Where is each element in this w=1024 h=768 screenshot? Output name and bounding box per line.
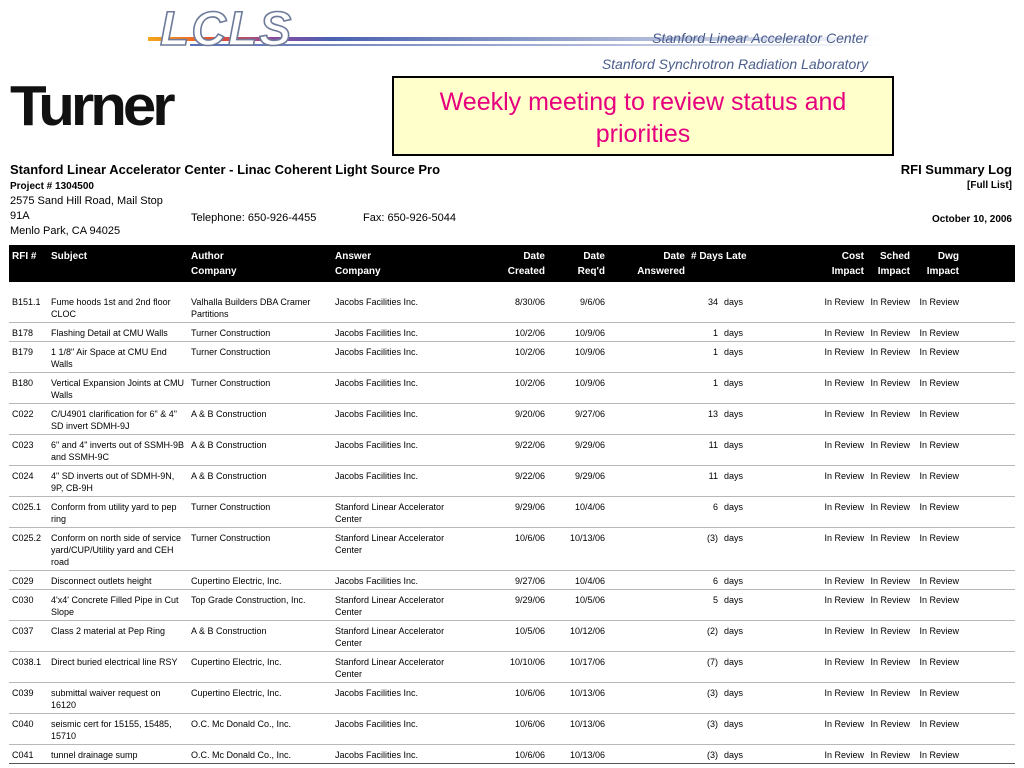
dwg-impact-cell: In Review	[913, 497, 962, 528]
date-reqd-cell: 9/6/06	[548, 282, 608, 323]
subject-cell: Class 2 material at Pep Ring	[48, 621, 188, 652]
rfi-cell: B180	[9, 373, 48, 404]
author-cell: Turner Construction	[188, 342, 332, 373]
days-unit: days	[724, 471, 744, 481]
sched-impact-cell: In Review	[867, 714, 913, 745]
subject-cell: Flashing Detail at CMU Walls	[48, 323, 188, 342]
subject-cell: 6" and 4" inverts out of SSMH-9B and SSMH-9C	[48, 435, 188, 466]
date-answered-cell	[608, 528, 688, 571]
rfi-cell: C023	[9, 435, 48, 466]
subject-cell: Disconnect outlets height	[48, 571, 188, 590]
sched-impact-cell: In Review	[867, 342, 913, 373]
address-line: 91A	[10, 210, 30, 222]
sched-impact-cell: In Review	[867, 435, 913, 466]
header-sched-impact: Sched Impact	[867, 245, 913, 282]
days-late-value: 6	[712, 576, 718, 586]
date-reqd-cell: 9/27/06	[548, 404, 608, 435]
header-subject: Subject	[48, 245, 188, 282]
sched-impact-cell: In Review	[867, 373, 913, 404]
days-unit: days	[724, 378, 744, 388]
answer-cell: Jacobs Facilities Inc.	[332, 373, 472, 404]
address-line: Menlo Park, CA 94025	[10, 225, 121, 237]
table-row	[9, 373, 1015, 404]
lcls-logo: LCLS	[160, 3, 294, 56]
row-spacer	[962, 528, 1015, 571]
days-late-cell	[688, 571, 760, 590]
answer-cell: Stanford Linear Accelerator Center	[332, 652, 472, 683]
row-spacer	[962, 497, 1015, 528]
cost-impact-cell: In Review	[760, 652, 867, 683]
days-late-value: 6	[712, 502, 718, 512]
answer-cell: Stanford Linear Accelerator Center	[332, 590, 472, 621]
date-created-cell: 10/2/06	[472, 342, 548, 373]
days-unit: days	[724, 533, 744, 543]
date-answered-cell	[608, 745, 688, 764]
project-number: Project # 1304500	[10, 181, 94, 192]
address-line: 2575 Sand Hill Road, Mail Stop	[10, 195, 163, 207]
date-reqd-cell: 10/12/06	[548, 621, 608, 652]
date-answered-cell	[608, 652, 688, 683]
date-answered-cell	[608, 466, 688, 497]
date-created-cell: 9/22/06	[472, 435, 548, 466]
days-unit: days	[724, 626, 744, 636]
rfi-cell: C025.1	[9, 497, 48, 528]
date-created-cell: 10/5/06	[472, 621, 548, 652]
date-reqd-cell: 10/4/06	[548, 571, 608, 590]
table-row	[9, 571, 1015, 590]
row-spacer	[962, 652, 1015, 683]
days-late-cell	[688, 497, 760, 528]
answer-cell: Jacobs Facilities Inc.	[332, 282, 472, 323]
date-reqd-cell: 10/13/06	[548, 745, 608, 764]
row-spacer	[962, 373, 1015, 404]
banner	[0, 0, 1024, 75]
days-late-cell	[688, 652, 760, 683]
header-author: Author Company	[188, 245, 332, 282]
author-cell: A & B Construction	[188, 435, 332, 466]
rfi-cell: C040	[9, 714, 48, 745]
answer-cell: Jacobs Facilities Inc.	[332, 683, 472, 714]
table-row	[9, 652, 1015, 683]
sched-impact-cell: In Review	[867, 466, 913, 497]
sched-impact-cell: In Review	[867, 683, 913, 714]
date-reqd-cell: 10/13/06	[548, 714, 608, 745]
cost-impact-cell: In Review	[760, 683, 867, 714]
subject-cell: Direct buried electrical line RSY	[48, 652, 188, 683]
date-created-cell: 10/10/06	[472, 652, 548, 683]
table-row	[9, 342, 1015, 373]
days-unit: days	[724, 719, 744, 729]
row-spacer	[962, 282, 1015, 323]
rfi-cell: C024	[9, 466, 48, 497]
date-created-cell: 9/29/06	[472, 497, 548, 528]
date-created-cell: 10/6/06	[472, 745, 548, 764]
rfi-cell: C022	[9, 404, 48, 435]
header-cost-impact: Cost Impact	[760, 245, 867, 282]
author-cell: Valhalla Builders DBA Cramer Partitions	[188, 282, 332, 323]
answer-cell: Jacobs Facilities Inc.	[332, 404, 472, 435]
row-spacer	[962, 714, 1015, 745]
author-cell: Cupertino Electric, Inc.	[188, 683, 332, 714]
cost-impact-cell: In Review	[760, 745, 867, 764]
days-late-cell	[688, 714, 760, 745]
subject-cell: tunnel drainage sump	[48, 745, 188, 764]
author-cell: Turner Construction	[188, 323, 332, 342]
days-late-value: 11	[708, 440, 718, 450]
date-answered-cell	[608, 621, 688, 652]
header-dwg-impact: Dwg Impact	[913, 245, 962, 282]
days-late-value: 11	[708, 471, 718, 481]
log-title: RFI Summary Log	[900, 162, 1012, 177]
sched-impact-cell: In Review	[867, 571, 913, 590]
dwg-impact-cell: In Review	[913, 466, 962, 497]
fax: Fax: 650-926-5044	[363, 212, 456, 224]
header-answer: Answer Company	[332, 245, 472, 282]
days-late-value: (2)	[707, 626, 718, 636]
cost-impact-cell: In Review	[760, 528, 867, 571]
table-row	[9, 466, 1015, 497]
subject-cell: Conform from utility yard to pep ring	[48, 497, 188, 528]
rfi-cell: C029	[9, 571, 48, 590]
date-reqd-cell: 10/9/06	[548, 373, 608, 404]
cost-impact-cell: In Review	[760, 497, 867, 528]
table-row	[9, 282, 1015, 323]
rfi-cell: C041	[9, 745, 48, 764]
date-reqd-cell: 10/4/06	[548, 497, 608, 528]
answer-cell: Jacobs Facilities Inc.	[332, 323, 472, 342]
days-unit: days	[724, 440, 744, 450]
rfi-cell: C025.2	[9, 528, 48, 571]
callout-box: Weekly meeting to review status and priorities	[392, 76, 894, 156]
table-header-row	[9, 245, 1015, 282]
date-created-cell: 10/6/06	[472, 714, 548, 745]
table-row	[9, 528, 1015, 571]
rfi-cell: C039	[9, 683, 48, 714]
days-unit: days	[724, 347, 744, 357]
dwg-impact-cell: In Review	[913, 373, 962, 404]
answer-cell: Jacobs Facilities Inc.	[332, 466, 472, 497]
header-days-late: # Days Late	[688, 245, 760, 282]
days-late-value: 5	[712, 595, 718, 605]
subject-cell: Vertical Expansion Joints at CMU Walls	[48, 373, 188, 404]
days-late-value: 1	[712, 347, 718, 357]
list-type: [Full List]	[967, 180, 1012, 191]
days-late-value: 13	[707, 409, 718, 419]
row-spacer	[962, 621, 1015, 652]
date-created-cell: 10/6/06	[472, 683, 548, 714]
date-answered-cell	[608, 714, 688, 745]
days-late-cell	[688, 373, 760, 404]
subject-cell: submittal waiver request on 16120	[48, 683, 188, 714]
date-answered-cell	[608, 373, 688, 404]
dwg-impact-cell: In Review	[913, 683, 962, 714]
days-unit: days	[724, 688, 744, 698]
days-late-cell	[688, 404, 760, 435]
rfi-cell: B178	[9, 323, 48, 342]
sched-impact-cell: In Review	[867, 652, 913, 683]
author-cell: O.C. Mc Donald Co., Inc.	[188, 714, 332, 745]
org-line-ssrl: Stanford Synchrotron Radiation Laboratory	[601, 56, 868, 72]
table-row	[9, 714, 1015, 745]
table-row	[9, 497, 1015, 528]
days-unit: days	[724, 328, 744, 338]
date-reqd-cell: 9/29/06	[548, 435, 608, 466]
days-late-cell	[688, 745, 760, 764]
sched-impact-cell: In Review	[867, 282, 913, 323]
days-unit: days	[724, 576, 744, 586]
days-late-cell	[688, 435, 760, 466]
days-unit: days	[724, 657, 744, 667]
dwg-impact-cell: In Review	[913, 404, 962, 435]
days-late-value: (3)	[707, 533, 718, 543]
days-unit: days	[724, 750, 744, 760]
cost-impact-cell: In Review	[760, 590, 867, 621]
header-date-reqd: Date Req'd	[548, 245, 608, 282]
rfi-cell: C030	[9, 590, 48, 621]
cost-impact-cell: In Review	[760, 282, 867, 323]
days-late-value: (3)	[707, 750, 718, 760]
row-spacer	[962, 571, 1015, 590]
date-answered-cell	[608, 683, 688, 714]
answer-cell: Jacobs Facilities Inc.	[332, 435, 472, 466]
answer-cell: Jacobs Facilities Inc.	[332, 714, 472, 745]
subject-cell: 4'x4' Concrete Filled Pipe in Cut Slope	[48, 590, 188, 621]
subject-cell: 1 1/8" Air Space at CMU End Walls	[48, 342, 188, 373]
table-row	[9, 435, 1015, 466]
date-answered-cell	[608, 282, 688, 323]
date-answered-cell	[608, 404, 688, 435]
days-unit: days	[724, 502, 744, 512]
days-late-value: (3)	[707, 719, 718, 729]
days-unit: days	[724, 409, 744, 419]
answer-cell: Jacobs Facilities Inc.	[332, 342, 472, 373]
sched-impact-cell: In Review	[867, 528, 913, 571]
dwg-impact-cell: In Review	[913, 323, 962, 342]
date-answered-cell	[608, 497, 688, 528]
date-created-cell: 9/27/06	[472, 571, 548, 590]
date-created-cell: 10/6/06	[472, 528, 548, 571]
author-cell: Cupertino Electric, Inc.	[188, 571, 332, 590]
dwg-impact-cell: In Review	[913, 435, 962, 466]
subject-cell: C/U4901 clarification for 6" & 4" SD invert SDMH-9J	[48, 404, 188, 435]
answer-cell: Stanford Linear Accelerator Center	[332, 621, 472, 652]
header-spacer	[962, 245, 1015, 282]
date-created-cell: 9/29/06	[472, 590, 548, 621]
date-reqd-cell: 10/9/06	[548, 342, 608, 373]
date-reqd-cell: 10/9/06	[548, 323, 608, 342]
row-spacer	[962, 404, 1015, 435]
rfi-cell: C037	[9, 621, 48, 652]
answer-cell: Jacobs Facilities Inc.	[332, 571, 472, 590]
days-late-value: (7)	[707, 657, 718, 667]
date-answered-cell	[608, 590, 688, 621]
date-created-cell: 8/30/06	[472, 282, 548, 323]
rfi-cell: B151.1	[9, 282, 48, 323]
date-reqd-cell: 10/13/06	[548, 683, 608, 714]
rfi-table-body	[9, 282, 1015, 764]
header-date-answered: Date Answered	[608, 245, 688, 282]
date-answered-cell	[608, 435, 688, 466]
cost-impact-cell: In Review	[760, 714, 867, 745]
days-late-value: 1	[712, 328, 718, 338]
date-reqd-cell: 10/13/06	[548, 528, 608, 571]
date-reqd-cell: 10/17/06	[548, 652, 608, 683]
days-late-cell	[688, 466, 760, 497]
turner-logo: Turner	[10, 73, 172, 138]
table-row	[9, 745, 1015, 764]
author-cell: A & B Construction	[188, 466, 332, 497]
days-late-cell	[688, 590, 760, 621]
row-spacer	[962, 342, 1015, 373]
row-spacer	[962, 435, 1015, 466]
report-title: Stanford Linear Accelerator Center - Linac Coherent Light Source Pro	[10, 162, 441, 177]
cost-impact-cell: In Review	[760, 342, 867, 373]
table-row	[9, 323, 1015, 342]
row-spacer	[962, 323, 1015, 342]
days-late-cell	[688, 323, 760, 342]
dwg-impact-cell: In Review	[913, 571, 962, 590]
cost-impact-cell: In Review	[760, 571, 867, 590]
days-late-cell	[688, 528, 760, 571]
days-unit: days	[724, 297, 744, 307]
cost-impact-cell: In Review	[760, 621, 867, 652]
dwg-impact-cell: In Review	[913, 714, 962, 745]
cost-impact-cell: In Review	[760, 466, 867, 497]
report-date: October 10, 2006	[931, 214, 1012, 225]
days-unit: days	[724, 595, 744, 605]
author-cell: Turner Construction	[188, 497, 332, 528]
days-late-value: (3)	[707, 688, 718, 698]
dwg-impact-cell: In Review	[913, 528, 962, 571]
author-cell: Top Grade Construction, Inc.	[188, 590, 332, 621]
rfi-table	[9, 245, 1015, 764]
subject-cell: 4" SD inverts out of SDMH-9N, 9P, CB-9H	[48, 466, 188, 497]
author-cell: Turner Construction	[188, 373, 332, 404]
header-date-created: Date Created	[472, 245, 548, 282]
dwg-impact-cell: In Review	[913, 590, 962, 621]
cost-impact-cell: In Review	[760, 373, 867, 404]
answer-cell: Stanford Linear Accelerator Center	[332, 497, 472, 528]
author-cell: O.C. Mc Donald Co., Inc.	[188, 745, 332, 764]
days-late-value: 34	[707, 297, 718, 307]
date-answered-cell	[608, 342, 688, 373]
date-created-cell: 9/22/06	[472, 466, 548, 497]
date-answered-cell	[608, 323, 688, 342]
dwg-impact-cell: In Review	[913, 342, 962, 373]
table-row	[9, 590, 1015, 621]
row-spacer	[962, 590, 1015, 621]
date-answered-cell	[608, 571, 688, 590]
dwg-impact-cell: In Review	[913, 282, 962, 323]
days-late-cell	[688, 342, 760, 373]
date-reqd-cell: 10/5/06	[548, 590, 608, 621]
row-spacer	[962, 745, 1015, 764]
sched-impact-cell: In Review	[867, 323, 913, 342]
header-rfi: RFI #	[9, 245, 48, 282]
author-cell: A & B Construction	[188, 621, 332, 652]
cost-impact-cell: In Review	[760, 404, 867, 435]
rfi-cell: C038.1	[9, 652, 48, 683]
address	[10, 194, 163, 239]
table-row	[9, 683, 1015, 714]
table-row	[9, 621, 1015, 652]
dwg-impact-cell: In Review	[913, 652, 962, 683]
days-late-cell	[688, 683, 760, 714]
cost-impact-cell: In Review	[760, 323, 867, 342]
sched-impact-cell: In Review	[867, 745, 913, 764]
date-created-cell: 9/20/06	[472, 404, 548, 435]
row-spacer	[962, 466, 1015, 497]
dwg-impact-cell: In Review	[913, 745, 962, 764]
sched-impact-cell: In Review	[867, 497, 913, 528]
org-line-slac: Stanford Linear Accelerator Center	[652, 30, 868, 46]
sched-impact-cell: In Review	[867, 404, 913, 435]
author-cell: Turner Construction	[188, 528, 332, 571]
days-late-cell	[688, 282, 760, 323]
subject-cell: seismic cert for 15155, 15485, 15710	[48, 714, 188, 745]
subject-cell: Conform on north side of service yard/CUP/Utility yard and CEH road	[48, 528, 188, 571]
row-spacer	[962, 683, 1015, 714]
dwg-impact-cell: In Review	[913, 621, 962, 652]
telephone: Telephone: 650-926-4455	[191, 212, 317, 224]
table-row	[9, 404, 1015, 435]
subject-cell: Fume hoods 1st and 2nd floor CLOC	[48, 282, 188, 323]
rfi-cell: B179	[9, 342, 48, 373]
cost-impact-cell: In Review	[760, 435, 867, 466]
author-cell: Cupertino Electric, Inc.	[188, 652, 332, 683]
answer-cell: Stanford Linear Accelerator Center	[332, 528, 472, 571]
author-cell: A & B Construction	[188, 404, 332, 435]
date-created-cell: 10/2/06	[472, 323, 548, 342]
date-created-cell: 10/2/06	[472, 373, 548, 404]
date-reqd-cell: 9/29/06	[548, 466, 608, 497]
days-late-cell	[688, 621, 760, 652]
sched-impact-cell: In Review	[867, 621, 913, 652]
days-late-value: 1	[712, 378, 718, 388]
answer-cell: Jacobs Facilities Inc.	[332, 745, 472, 764]
sched-impact-cell: In Review	[867, 590, 913, 621]
